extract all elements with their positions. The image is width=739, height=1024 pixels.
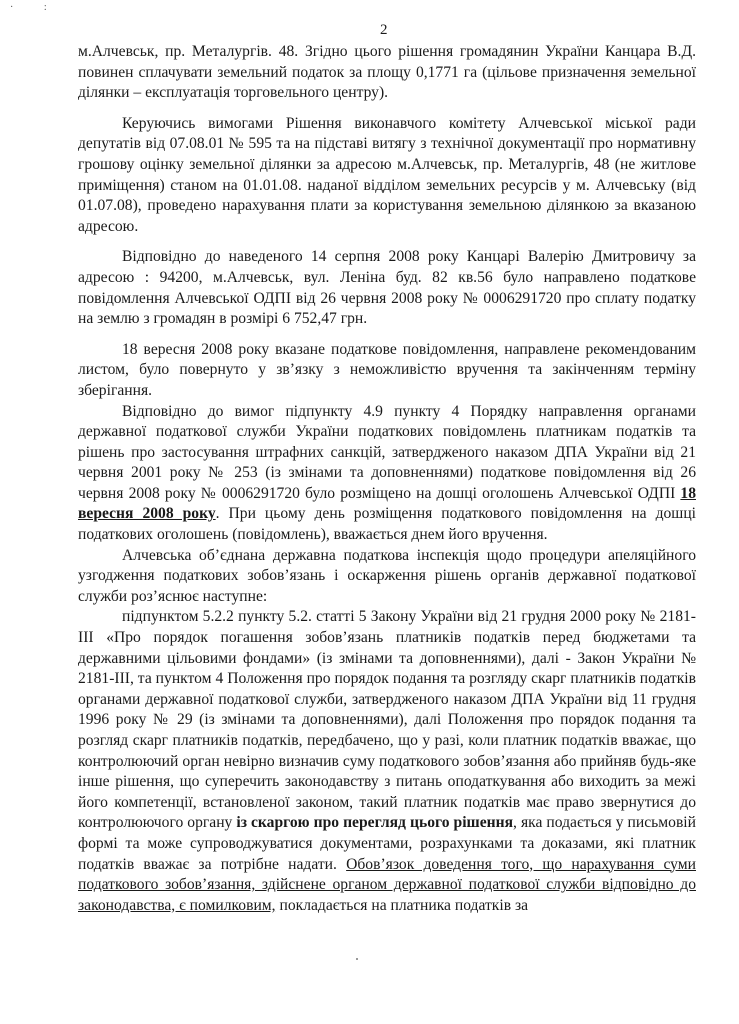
corner-marks: · : <box>10 2 61 13</box>
page-number: 2 <box>380 22 388 38</box>
paragraph-1: м.Алчевськ, пр. Металургів. 48. Згідно цього рішення громадянин України Канцара В.Д. повинен сплачувати земельний податок за площу 0,1771 га (цільове призначення земельної ділянки – експлуатація торговельного центру). <box>78 43 696 102</box>
paragraph-7-text-e: покладається на платника податків за <box>275 896 529 914</box>
paragraph-7 <box>78 607 696 916</box>
paragraph-2: Керуючись вимогами Рішення виконавчого комітету Алчевської міської ради депутатів від 07.08.01 № 595 та на підставі витягу з технічної документації про нормативну грошову оцінку земельної ділянки за адресою м.Алчевськ, пр. Металургів, 48 (не житлове приміщення) станом на 01.01.08. наданої відділом земельних ресурсів у м. Алчевську (від 01.07.08), проведено нарахування плати за користування земельною ділянкою за вказаною адресою. <box>78 114 696 235</box>
posting-date: 18 вересня 2008 року <box>78 484 696 523</box>
paragraph-7-text-c: , яка подається у письмовій формі та може супроводжуватися документами, розрахунками та доказами, які платник податків вважає за потрібне надати. <box>78 814 696 873</box>
paragraph-5 <box>78 402 696 546</box>
complaint-phrase: із скаргою про перегляд цього рішення <box>236 814 514 832</box>
document-body <box>78 42 696 916</box>
paragraph-3: Відповідно до наведеного 14 серпня 2008 року Канцарі Валерію Дмитровичу за адресою : 94200, м.Алчевськ, вул. Леніна буд. 82 кв.56 було направлено податкове повідомлення Алчевської ОДПІ від 26 червня 2008 року № 0006291720 про сплату податку на землю з громадян в розмірі 6 752,47 грн. <box>78 248 696 328</box>
paragraph-7-text-a: підпунктом 5.2.2 пункту 5.2. статті 5 Закону України від 21 грудня 2000 року № 2181-ІІІ «Про порядок погашення зобов’язань платників податків перед бюджетами та державними цільовими фондами» (із змінами та доповненнями), далі - Закон України № 2181-ІІІ, та пунктом 4 Положення про порядок подання та розгляду скарг платників податків органами державної податкової служби, затвердженого наказом ДПА України від 11 грудня 1996 року № 29 (із змінами та доповненнями), далі Положення про порядок подання та розгляд скарг платників податків, передбачено, що у разі, коли платник податків вважає, що контролюючий орган невірно визначив суму податкового зобов’язання або прийняв будь-яке інше рішення, що суперечить законодавству з питань оподаткування або виходить за межі його компетенції, встановленої законом, такий платник податків має право звернутися до контролюючого органу <box>78 608 696 832</box>
burden-of-proof-phrase: Обов’язок доведення того, що нарахування суми податкового зобов’язання, здійснене органом державної податкової служби відповідно до законодавства, є помилковим, <box>78 855 696 914</box>
paragraph-4: 18 вересня 2008 року вказане податкове повідомлення, направлене рекомендованим листом, було повернуто у зв’язку з неможливістю вручення та закінченням терміну зберігання. <box>78 340 696 399</box>
scan-speck <box>356 958 358 960</box>
paragraph-5-text-a: Відповідно до вимог підпункту 4.9 пункту 4 Порядку направлення органами державної податкової служби України податкових повідомлень платникам податків та рішень про застосування штрафних санкцій, затвердженого наказом ДПА України від 21 червня 2001 року № 253 (із змінами та доповненнями) податкове повідомлення від 26 червня 2008 року № 0006291720 було розміщено на дошці оголошень Алчевської ОДПІ <box>78 402 696 502</box>
paragraph-5-text-c: . При цьому день розміщення податкового повідомлення на дошці податкових оголошень (повідомлень), вважається днем його вручення. <box>78 505 696 544</box>
paragraph-6: Алчевська об’єднана державна податкова інспекція щодо процедури апеляційного узгодження податкових зобов’язань і оскарження рішень органів державної податкової служби роз’яснює наступне: <box>78 546 696 605</box>
